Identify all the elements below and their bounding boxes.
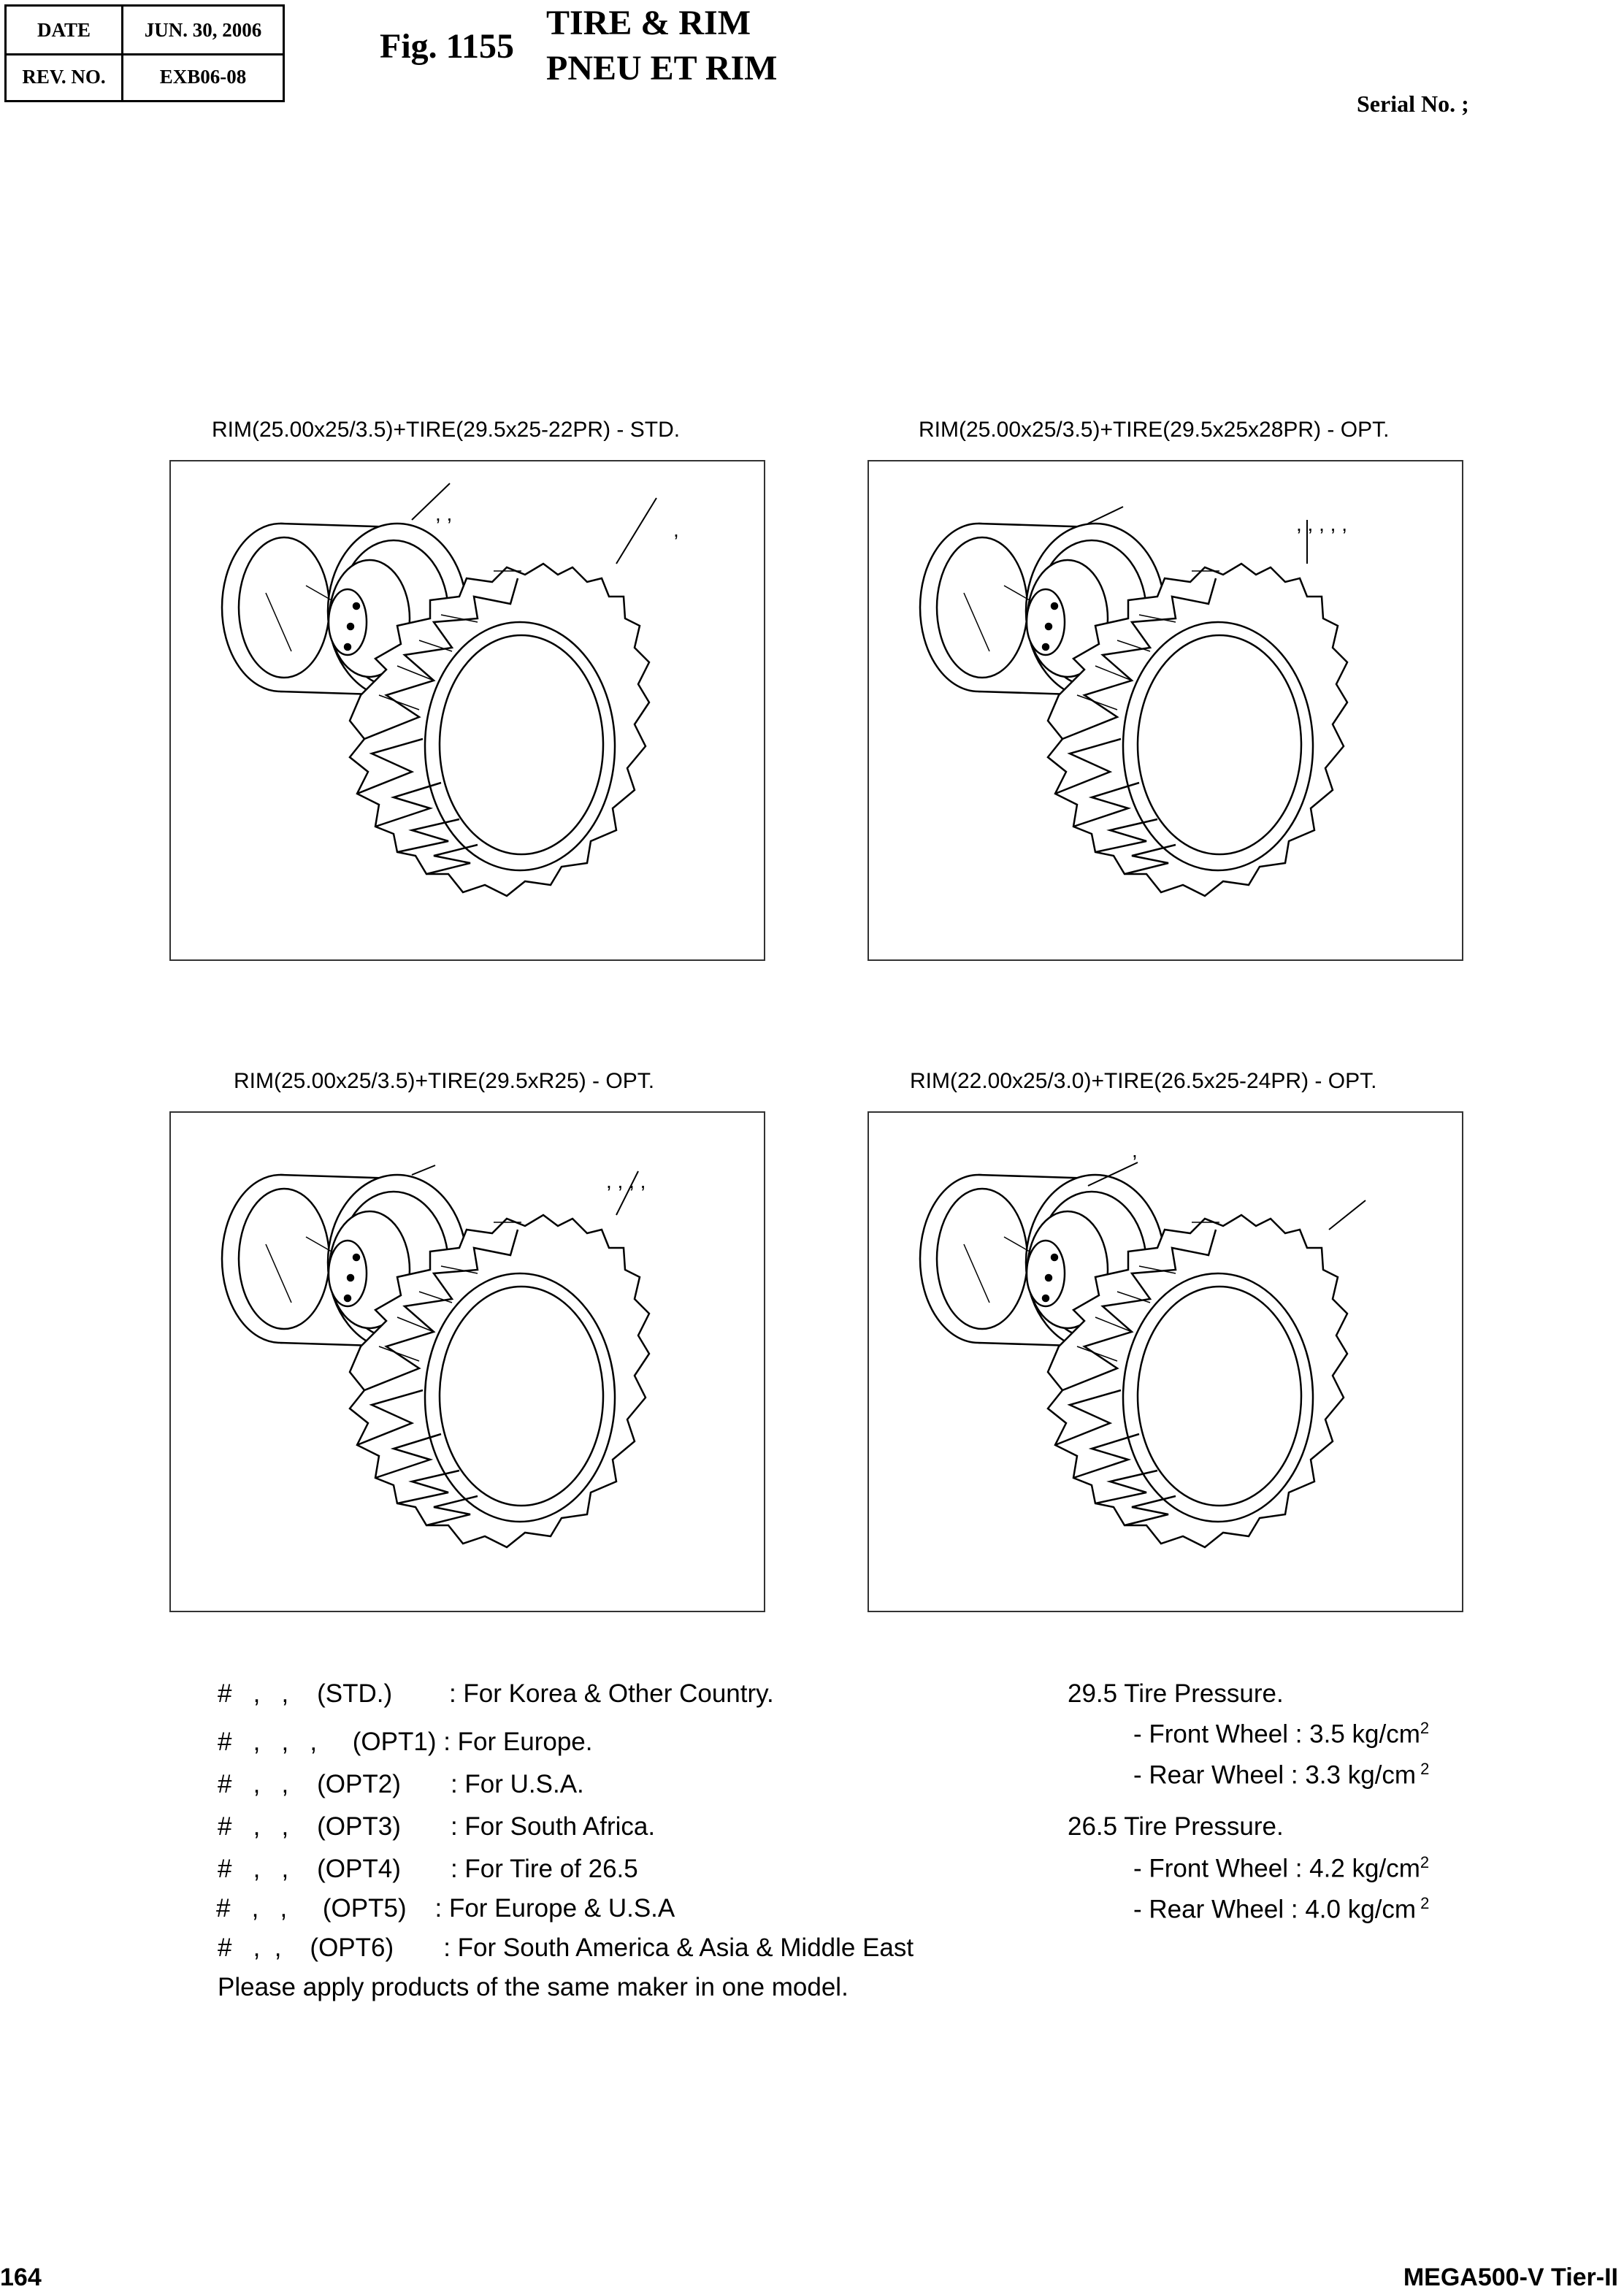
pressure-29-5-rear-text: - Rear Wheel : 3.3 kg/cm — [1133, 1760, 1417, 1790]
panel-1-caption: RIM(25.00x25/3.5)+TIRE(29.5x25-22PR) - STD. — [212, 418, 681, 442]
pressure-26-5-front-text: - Front Wheel : 4.2 kg/cm — [1133, 1854, 1420, 1883]
panel-3-figure — [169, 1111, 765, 1612]
pressure-26-5-rear-text: - Rear Wheel : 4.0 kg/cm — [1133, 1895, 1417, 1924]
unit-superscript: 2 — [1420, 1760, 1430, 1778]
note-opt3: # , , (OPT3) : For South Africa. — [218, 1812, 656, 1841]
panel-4-rim-callout: , — [1132, 1139, 1138, 1162]
panel-1-figure — [169, 460, 765, 961]
pressure-26-5-title: 26.5 Tire Pressure. — [1068, 1812, 1284, 1841]
pressure-26-5-rear — [1133, 1894, 1429, 1925]
revision-row — [7, 53, 283, 100]
unit-superscript: 2 — [1420, 1853, 1430, 1871]
rim-tire-illustration-4 — [869, 1113, 1462, 1611]
note-opt6: # , , (OPT6) : For South America & Asia & Middle East — [218, 1933, 914, 1962]
date-label: DATE — [7, 7, 123, 53]
page-number: 164 — [0, 2264, 42, 2291]
note-opt4: # , , (OPT4) : For Tire of 26.5 — [218, 1855, 638, 1883]
note-opt5: # , , (OPT5) : For Europe & U.S.A — [216, 1894, 675, 1923]
pressure-29-5-front-text: - Front Wheel : 3.5 kg/cm — [1133, 1720, 1420, 1749]
unit-superscript: 2 — [1420, 1719, 1430, 1737]
pressure-29-5-title: 29.5 Tire Pressure. — [1068, 1679, 1284, 1708]
pressure-29-5-rear — [1133, 1760, 1429, 1790]
date-value: JUN. 30, 2006 — [144, 18, 262, 41]
rim-tire-illustration-2 — [869, 461, 1462, 959]
revision-table — [4, 4, 285, 102]
note-opt1: # , , , (OPT1) : For Europe. — [218, 1728, 593, 1756]
note-same-maker: Please apply products of the same maker in one model. — [218, 1973, 849, 2001]
title-french: PNEU ET RIM — [546, 49, 778, 88]
title-english: TIRE & RIM — [546, 4, 751, 42]
panel-4-figure — [867, 1111, 1463, 1612]
serial-number: Serial No. ; — [1357, 91, 1469, 117]
note-std: # , , (STD.) : For Korea & Other Country. — [218, 1679, 774, 1708]
panel-4-caption: RIM(22.00x25/3.0)+TIRE(26.5x25-24PR) - OPT. — [910, 1069, 1377, 1093]
figure-number: Fig. 1155 — [380, 27, 515, 66]
panel-1-rim-callout: , , — [435, 502, 453, 525]
panel-2-caption: RIM(25.00x25/3.5)+TIRE(29.5x25x28PR) - OPT. — [919, 418, 1390, 442]
date-row — [7, 7, 283, 55]
unit-superscript: 2 — [1420, 1894, 1430, 1912]
panel-2-figure — [867, 460, 1463, 961]
panel-2-tire-callout: , , , , , — [1296, 513, 1348, 535]
model-name: MEGA500-V Tier-II — [1403, 2264, 1618, 2291]
pressure-29-5-front — [1133, 1719, 1429, 1749]
note-opt2: # , , (OPT2) : For U.S.A. — [218, 1770, 584, 1798]
pressure-26-5-front — [1133, 1853, 1429, 1884]
panel-3-tire-callout: , , , , — [606, 1170, 646, 1192]
rim-tire-illustration-3 — [171, 1113, 764, 1611]
rev-value: EXB06-08 — [159, 65, 247, 88]
panel-1-tire-callout: , — [673, 518, 679, 541]
rev-label: REV. NO. — [7, 53, 123, 100]
panel-3-caption: RIM(25.00x25/3.5)+TIRE(29.5xR25) - OPT. — [234, 1069, 655, 1093]
